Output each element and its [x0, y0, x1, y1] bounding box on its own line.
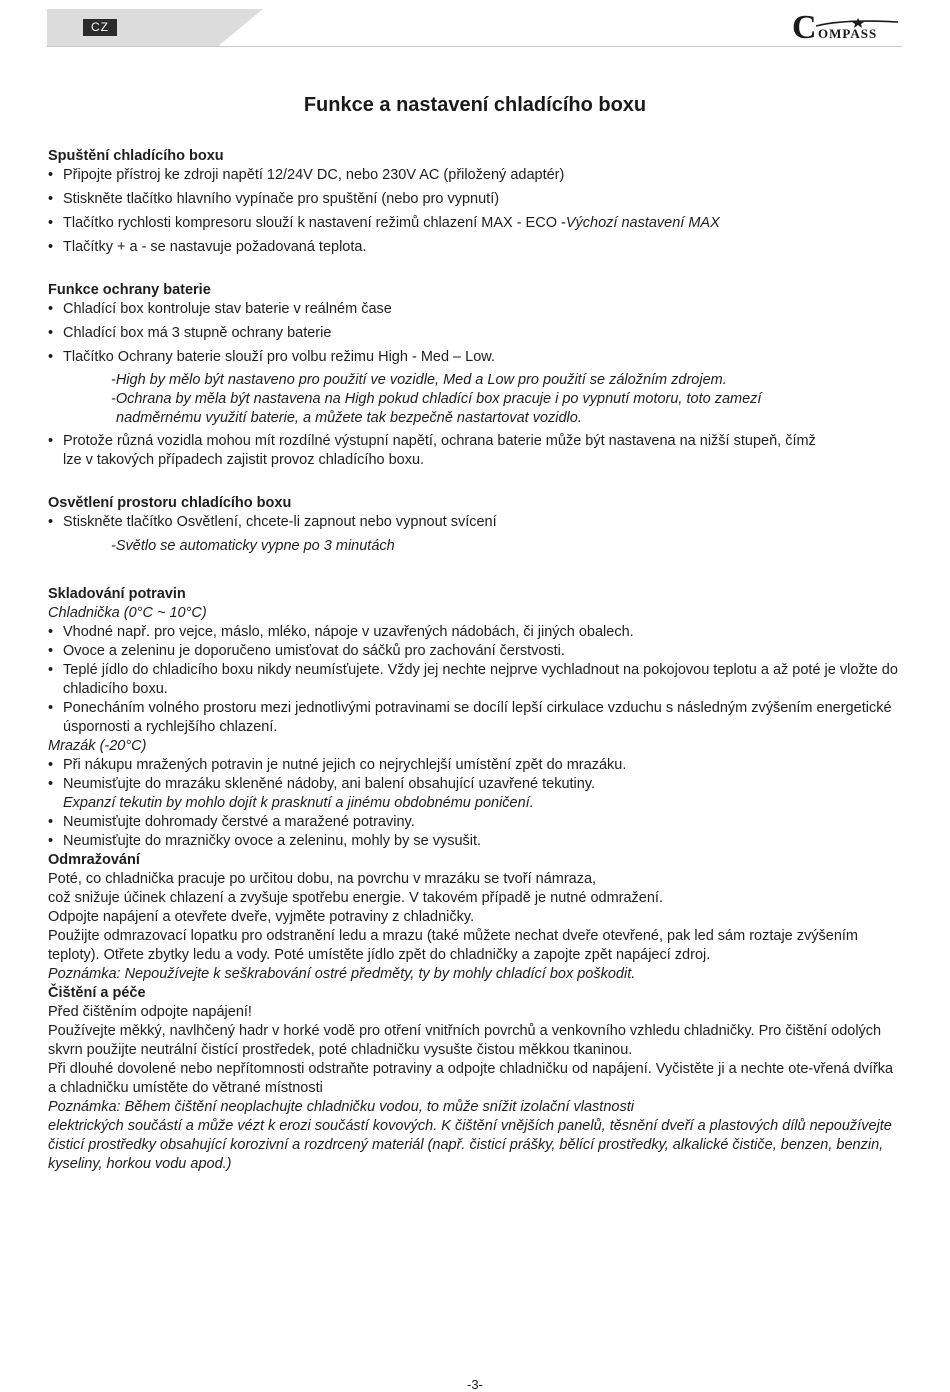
header-tab [47, 9, 217, 47]
section-heading: Spuštění chladícího boxu [48, 148, 224, 164]
list-item: • Tlačítky + a - se nastavuje požadovaná teplota. [48, 238, 898, 257]
section-heading: Skladování potravin [48, 586, 186, 602]
bullet-list [48, 300, 898, 367]
paragraph: Poté, co chladnička pracuje po určitou dobu, na povrchu v mrazáku se tvoří námraza, [48, 871, 597, 887]
header-tab-slope [217, 9, 263, 47]
paragraph: což snižuje účinek chlazení a zvyšuje spotřebu energie. V takovém případě je nutné odmražení. [48, 890, 663, 906]
note-line: elektrických součástí a může vézt k erozi součástí kovových. K čištění vnějších panelů, těsnění dveří a plastových dílů nepoužívejte čisticí prostředky obsahující korozivní a rozdrcený materiál (např. čisticí prášky, bělící prostředky, alkalické čističe, benzen, benzin, kyseliny, horkou vodu apod.) [48, 1118, 892, 1172]
list-item-text: Tlačítko rychlosti kompresoru slouží k nastavení režimů chlazení MAX - ECO - [63, 215, 566, 231]
list-item-text: lze v takových případech zajistit provoz chladícího boxu. [63, 452, 425, 468]
list-item: • Ponecháním volného prostoru mezi jednotlivými potravinami se docílí lepší cirkulace vzduchu s následným zvýšením energetické úspornosti a rychlejšího chlazení. [48, 699, 898, 737]
logo-wordmark: OMPASS [818, 26, 878, 41]
section-heading: Čištění a péče [48, 985, 146, 1001]
header-rule [47, 46, 902, 47]
language-badge: CZ [83, 19, 117, 36]
section-defrosting [48, 851, 898, 984]
list-item: • Ovoce a zeleninu je doporučeno umisťovat do sáčků pro zachování čerstvosti. [48, 642, 898, 661]
bullet-list [48, 756, 898, 851]
list-item: • Neumisťujte do mrazničky ovoce a zeleninu, mohly by se vysušit. [48, 832, 898, 851]
page-title: Funkce a nastavení chladícího boxu [303, 94, 647, 116]
subsection-heading: Chladnička (0°C ~ 10°C) [48, 605, 207, 621]
section-battery-protection [48, 281, 898, 470]
bullet-list [48, 623, 898, 737]
list-item: • Stiskněte tlačítko hlavního vypínače pro spuštění (nebo pro vypnutí) [48, 190, 898, 209]
list-item: • Připojte přístroj ke zdroji napětí 12/24V DC, nebo 230V AC (přiložený adaptér) [48, 166, 898, 185]
paragraph: Odpojte napájení a otevřete dveře, vyjměte potraviny z chladničky. [48, 909, 475, 925]
list-item: • Tlačítko Ochrany baterie slouží pro volbu režimu High - Med – Low. [48, 348, 898, 367]
note-line: Poznámka: Nepoužívejte k seškrabování ostré předměty, ty by mohly chladící box poškodit. [48, 966, 636, 982]
list-item-text: Protože různá vozidla mohou mít rozdílné výstupní napětí, ochrana baterie může být nastavena na nižší stupeň, čímž [63, 433, 816, 449]
section-startup [48, 147, 898, 257]
paragraph: Před čištěním odpojte napájení! [48, 1004, 252, 1020]
list-item-text: Neumisťujte do mrazáku skleněné nádoby, ani balení obsahující uzavřené tekutiny. [63, 776, 596, 792]
logo-initial: C [792, 9, 817, 46]
compass-logo [792, 9, 902, 46]
document-body [48, 147, 898, 1174]
page-number: -3- [467, 1377, 483, 1392]
list-item-italic: Expanzí tekutin by mohlo dojít k prasknutí a jinému obdobnému poničení. [63, 795, 534, 811]
paragraph: Používejte měkký, navlhčený hadr v horké vodě pro otření vnitřních povrchů a venkovního vzhledu chladničky. Pro čištění odolých skvrn použijte neutrální čistící prostředek, poté chladničku vysušte čistou měkkou tkaninou. [48, 1023, 882, 1058]
list-item: • Neumisťujte dohromady čerstvé a maražené potraviny. [48, 813, 898, 832]
paragraph: Při dlouhé dovolené nebo nepřítomnosti odstraňte potraviny a odpojte chladničku od napájení. Vyčistěte ji a nechte ote-vřená dvířka a chladničku umístěte do větrané místnosti [48, 1061, 894, 1096]
note-line: nadměrnému využití baterie, a můžete tak bezpečně nastartovat vozidlo. [116, 410, 582, 426]
list-item [48, 432, 898, 470]
section-heading: Odmražování [48, 852, 140, 868]
section-heading: Osvětlení prostoru chladícího boxu [48, 495, 292, 511]
section-food-storage [48, 585, 898, 851]
list-item: • Při nákupu mražených potravin je nutné jejich co nejrychlejší umístění zpět do mrazáku. [48, 756, 898, 775]
bullet-list [48, 432, 898, 470]
note-line: -High by mělo být nastaveno pro použití ve vozidle, Med a Low pro použití se záložním zdrojem. [111, 372, 727, 388]
list-item: • Vhodné např. pro vejce, máslo, mléko, nápoje v uzavřených nádobách, či jiných obalech. [48, 623, 898, 642]
list-item [48, 214, 898, 233]
list-item: • Chladící box má 3 stupně ochrany baterie [48, 324, 898, 343]
note-line: -Světlo se automaticky vypne po 3 minutách [111, 538, 395, 554]
bullet-list [48, 166, 898, 257]
list-item: • Chladící box kontroluje stav baterie v reálném čase [48, 300, 898, 319]
section-heading: Funkce ochrany baterie [48, 282, 211, 298]
paragraph: Použijte odmrazovací lopatku pro odstranění ledu a mrazu (také můžete nechat dveře otevřené, pak led sám roztaje zvýšením teploty). Otřete zbytky ledu a vody. Poté umístěte jídlo zpět do chladničky a zapojte zpět napájecí zdroj. [48, 928, 859, 963]
list-item: • Teplé jídlo do chladicího boxu nikdy neumísťujete. Vždy jej nechte nejprve vychladnout na pokojovou teplotu a až poté je vložte do chladicího boxu. [48, 661, 898, 699]
section-cleaning [48, 984, 898, 1174]
subsection-heading: Mrazák (-20°C) [48, 738, 147, 754]
note-line: -Ochrana by měla být nastavena na High pokud chladící box pracuje i po vypnutí motoru, toto zamezí [111, 391, 762, 407]
list-item [48, 775, 898, 813]
page-header [47, 9, 902, 47]
list-item: • Stiskněte tlačítko Osvětlení, chcete-li zapnout nebo vypnout svícení [48, 513, 898, 532]
bullet-list [48, 513, 898, 532]
list-item-italic: Výchozí nastavení MAX [565, 215, 720, 231]
section-lighting [48, 494, 898, 556]
note-line: Poznámka: Během čištění neoplachujte chladničku vodou, to může snížit izolační vlastnosti [48, 1099, 634, 1115]
